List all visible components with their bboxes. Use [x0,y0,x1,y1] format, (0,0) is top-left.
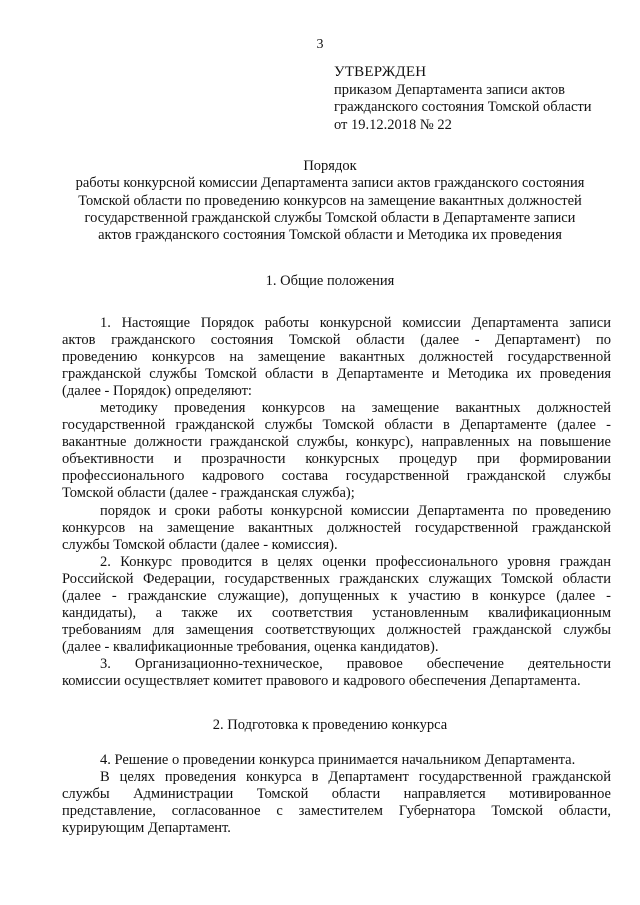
text-line: методику проведения конкурсов на замещение вакантных должностей [100,400,611,417]
paragraph [62,656,611,690]
paragraph [62,752,611,769]
approval-line: от 19.12.2018 № 22 [334,116,452,133]
title-line: Томской области по проведению конкурсов на замещение вакантных должностей [78,192,582,209]
page-number: 3 [316,37,324,52]
text-line: комиссии осуществляет комитет правового и кадрового обеспечения Департамента. [62,672,581,689]
title-line: актов гражданского состояния Томской области и Методика их проведения [98,227,562,244]
text-line: курирующим Департамент. [62,820,231,837]
text-line: объективности и прозрачности конкурсных процедур при формировании [62,451,611,468]
text-line: Российской Федерации, государственных гражданских служащих Томской области [62,570,611,587]
text-line: профессионального кадрового состава государственной гражданской службы [62,468,611,485]
approval-line: приказом Департамента записи актов [334,81,565,98]
text-line: 3. Организационно-техническое, правовое обеспечение деятельности [100,655,611,672]
text-line: В целях проведения конкурса в Департамент государственной гражданской [100,769,611,786]
approval-line: гражданского состояния Томской области [334,99,592,115]
text-line: службы Администрации Томской области направляется мотивированное [62,786,611,803]
text-line: порядок и сроки работы конкурсной комиссии Департамента по проведению [100,502,611,519]
text-line: представление, согласованное с заместителем Губернатора Томской области, [62,803,611,820]
paragraph [62,769,611,837]
section-1-body [62,315,611,690]
text-line: 1. Настоящие Порядок работы конкурсной комиссии Департамента записи [100,315,611,331]
text-line: кандидаты), а также их соответствия установленным квалификационным [62,604,611,621]
text-line: 2. Конкурс проводится в целях оценки профессионального уровня граждан [100,553,611,570]
text-line: (далее - гражданские служащие), допущенных к участию в конкурсе (далее - [62,587,611,604]
section-2-body [62,752,611,837]
title-heading: Порядок [303,158,357,174]
text-line: (далее - квалификационные требования, оценка кандидатов). [62,638,439,655]
text-line: проведению конкурсов на замещение вакантных должностей государственной [62,349,611,366]
text-line: 4. Решение о проведении конкурса принимается начальником Департамента. [100,752,576,768]
text-line: требованиям для замещения соответствующих должностей гражданской службы [62,621,611,638]
text-line: службы Томской области (далее - комиссия). [62,536,338,553]
paragraph [62,315,611,400]
approval-heading: УТВЕРЖДЕН [334,64,427,80]
text-line: вакантные должности гражданской службы, конкурс), направленных на повышение [62,434,611,451]
text-line: конкурсов на замещение вакантных должностей государственной гражданской [62,519,611,536]
text-line: (далее - Порядок) определяют: [62,383,252,400]
approval-block [334,64,624,134]
paragraph [62,503,611,554]
section-2-heading: 2. Подготовка к проведению конкурса [212,717,448,733]
title-line: государственной гражданской службы Томской области в Департаменте записи [84,209,576,226]
text-line: актов гражданского состояния Томской области (далее - Департамент) по [62,332,611,349]
section-1-heading: 1. Общие положения [265,273,395,289]
paragraph [62,554,611,656]
text-line: государственной гражданской службы Томской области в Департаменте (далее - [62,417,611,434]
document-title [40,158,620,244]
paragraph [62,400,611,502]
text-line: гражданской службы Томской области в Департаменте и Методика их проведения [62,366,611,383]
text-line: Томской области (далее - гражданская служба); [62,485,355,502]
title-line: работы конкурсной комиссии Департамента записи актов гражданского состояния [75,175,585,192]
